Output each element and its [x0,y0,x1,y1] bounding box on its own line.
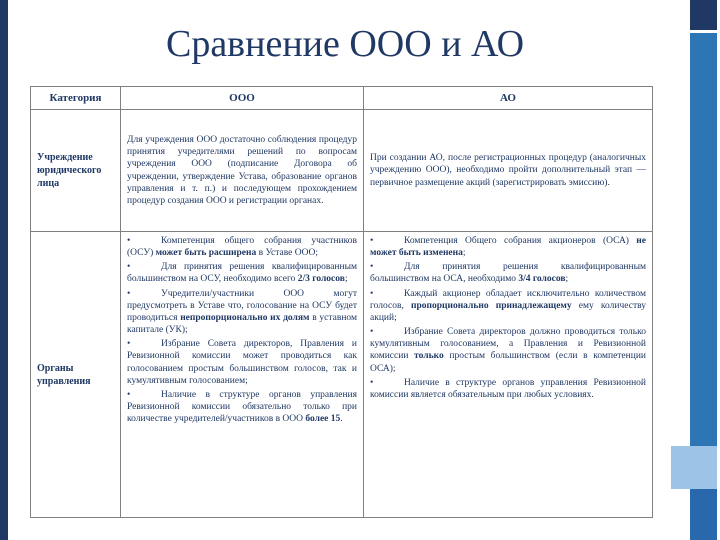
bullet-text: Избрание Совета директоров должно проводиться только кумулятивным голосованием, а Правления и Ревизионной комиссии только простым большинством (если в компетенции ОСА); [370,327,646,374]
right-accent-bar [690,33,717,446]
bullet-text: Каждый акционер обладает исключительно количеством голосов, пропорционально принадлежащему ему количеству акций; [370,288,647,323]
list-item [127,389,357,425]
col-header-ao: АО [364,87,653,110]
list-item [370,326,646,375]
left-accent-bar [0,0,8,540]
comparison-table [30,86,653,518]
bullet-marker: • [370,262,374,273]
bullet-marker: • [127,288,131,299]
col-header-ooo: ООО [121,87,364,110]
ooo-cell-governance [121,232,364,518]
list-item [370,288,646,324]
list-item [370,235,646,259]
bullet-marker: • [370,236,374,246]
table-header-row [31,87,653,110]
ao-cell-governance [364,232,653,518]
bullet-marker: • [370,327,374,338]
bullet-text: Для принятия решения квалифицированным большинством на ОСУ, необходимо всего 2/3 голосов; [127,262,357,285]
bullet-marker: • [127,389,131,400]
category-cell-founding: Учреждение юридического лица [31,110,121,232]
list-item [127,261,357,285]
category-cell-governance: Органы управления [31,232,121,518]
table-row-governance [31,232,653,518]
list-item [127,235,357,259]
bullet-marker: • [370,377,374,388]
bullet-text: Для принятия решения квалифицированным большинством на ОСА, необходимо 3/4 голосов; [370,262,646,285]
col-header-category: Категория [31,87,121,110]
bullet-marker: • [127,339,131,350]
list-item [127,338,357,387]
bullet-text: Избрание Совета директоров, Правления и Ревизионной комиссии может проводиться как голосованием простым большинством голосов, так и кумулятивным голосованием; [127,339,357,386]
table-row-founding [31,110,653,232]
bullet-marker: • [370,288,374,299]
right-accent-light-block [671,446,717,489]
right-accent-top-square [690,0,717,30]
bullet-marker: • [127,262,131,273]
bullet-text: Учредители/участники ООО могут предусмотреть в Уставе что, голосование на ОСУ будет проводиться непропорционально их долям в уставном капитале (УК); [127,288,358,336]
ao-cell-founding: При создании АО, после регистрационных процедур (аналогичных учреждению ООО), необходимо пройти дополнительный этап — первичное размещение акций (зарегистрировать эмиссию). [364,110,653,232]
bullet-text: Наличие в структуре органов управления Ревизионной комиссии обязательно только при количестве учредителей/участников в ООО более 15. [127,389,357,425]
ooo-cell-founding: Для учреждения ООО достаточно соблюдения процедур принятия учредителями решений по вопросам учреждения ООО (подписание Договора об учреждении, утверждение Устава, образование органов управления и т. п.) и последующем прохождением процедур создания ООО и регистрации органах. [121,110,364,232]
list-item [370,377,646,401]
bullet-text: Компетенция общего собрания участников (ОСУ) может быть расширена в Уставе ООО; [127,236,357,259]
slide-title: Сравнение ООО и АО [165,23,525,65]
bullet-text: Компетенция Общего собрания акционеров (ОСА) не может быть изменена; [370,236,646,259]
bullet-marker: • [127,236,131,246]
list-item [127,288,357,337]
right-accent-bottom-block [690,489,717,540]
list-item [370,261,646,285]
bullet-text: Наличие в структуре органов управления Ревизионной комиссии является обязательным при любых условиях. [370,377,646,400]
